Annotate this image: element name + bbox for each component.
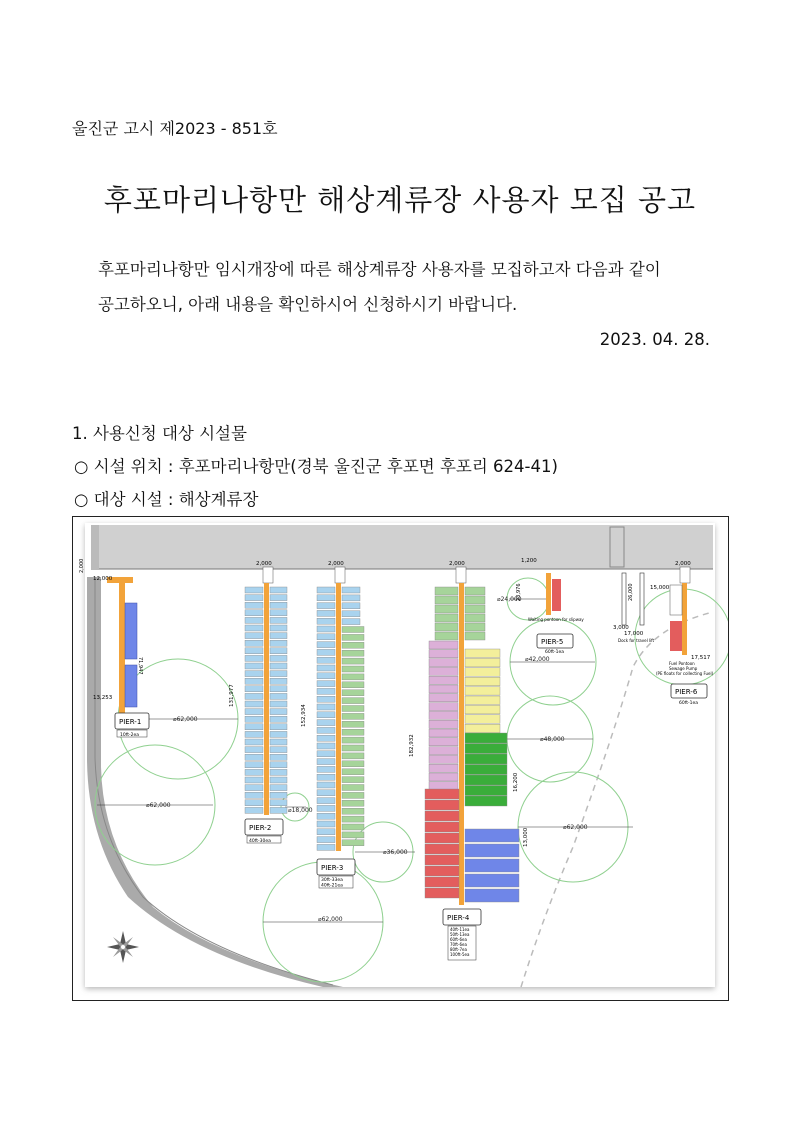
berth-slip [465, 649, 500, 658]
berth-slip [245, 731, 263, 737]
berth-slip [429, 729, 458, 737]
marina-layout-svg [73, 517, 728, 1000]
berth-slip [465, 786, 507, 796]
berth-slip [270, 655, 287, 661]
berth-slip [429, 641, 458, 649]
berth-slip [342, 713, 364, 719]
berth-slip [425, 789, 459, 799]
berth-slip [429, 667, 458, 675]
berth-slip [317, 595, 335, 601]
berth-slip [317, 821, 335, 827]
berth-slip [465, 596, 485, 604]
pier3-sub1: 30ft-33ea [321, 878, 343, 883]
berth-slip [342, 729, 364, 735]
intro-line-1: 후포마리나항만 임시개장에 따른 해상계류장 사용자를 모집하고자 다음과 같이 [98, 260, 661, 279]
dim-13000: 13,000 [523, 827, 529, 847]
pier1-sub: 10ft-2ea [120, 733, 140, 738]
berth-slip [270, 625, 287, 631]
berth-slip [465, 715, 500, 724]
berth-slip [317, 657, 335, 663]
berth-slip [245, 724, 263, 730]
berth-slip [317, 766, 335, 772]
berth-slip [342, 840, 364, 846]
berth-slip [465, 632, 485, 640]
dim-15000: 15,000 [650, 585, 670, 591]
intro-paragraph [98, 252, 758, 322]
berth-slip [270, 663, 287, 669]
berth-slip [465, 744, 507, 754]
berth-slip [429, 738, 458, 746]
berth-slip [429, 676, 458, 684]
berth-slip [270, 595, 287, 601]
dim-pier5-1200: 1,200 [521, 558, 537, 564]
dim-pier3-2000: 2,000 [328, 561, 344, 567]
dim-c62000-a: ⌀62,000 [173, 716, 198, 723]
berth-slip [429, 694, 458, 702]
berth-slip [270, 762, 287, 768]
berth-slip [317, 688, 335, 694]
berth-slip [245, 617, 263, 623]
berth-slip [465, 733, 507, 743]
berth-slip [429, 685, 458, 693]
berth-slip [342, 721, 364, 727]
berth-slip [465, 587, 485, 595]
berth-slip [425, 855, 459, 865]
dim-131977: 131,977 [229, 684, 235, 707]
berth-slip [270, 731, 287, 737]
berth-slip [317, 759, 335, 765]
berth-slip [317, 798, 335, 804]
berth-slip [270, 633, 287, 639]
berth-slip [270, 648, 287, 654]
berth-slip [317, 610, 335, 616]
berth-slip [465, 668, 500, 677]
berth-slip [465, 844, 519, 857]
berth-slip [435, 632, 458, 640]
dim-c62000-d: ⌀62,000 [563, 824, 588, 831]
berth-slip [342, 769, 364, 775]
berth-slip [465, 614, 485, 622]
breakwater-top [91, 525, 713, 569]
berth-slip [342, 816, 364, 822]
dim-13253: 13,253 [93, 695, 113, 701]
pier4-sub-5: 100ft-5ea [450, 952, 470, 957]
berth-slip [465, 796, 507, 806]
berth-slip [270, 754, 287, 760]
dim-pier4-2000: 2,000 [449, 561, 465, 567]
berth-slip [465, 705, 500, 714]
berth-slip [435, 623, 458, 631]
berth-slip [465, 696, 500, 705]
fuel-note-1: Fuel Pontoon [669, 661, 695, 666]
berth-slip [342, 634, 364, 640]
dim-c48000: ⌀48,000 [540, 736, 565, 743]
berth-slip [270, 693, 287, 699]
berth-slip [425, 822, 459, 832]
berth-slip [342, 603, 360, 609]
fuel-note-3: (PE floats for collecting Fuel) [656, 671, 714, 676]
pier6-sub: 60ft-1ea [679, 701, 699, 706]
berth-slip [317, 587, 335, 593]
berth-slip [270, 807, 287, 813]
berth-slip [465, 677, 500, 686]
berth-slip [342, 682, 364, 688]
berth-slip [245, 754, 263, 760]
berth-slip [425, 877, 459, 887]
berth-slip [429, 703, 458, 711]
dim-182932: 182,932 [409, 734, 415, 757]
dim-pier1-width: 12,000 [93, 576, 113, 582]
dim-c36000: ⌀36,000 [383, 849, 408, 856]
berth-slip [342, 706, 364, 712]
bullet-facility-location: ○ 시설 위치 : 후포마리나항만(경북 울진군 후포면 후포리 624-41) [74, 457, 558, 476]
berth-slip [425, 833, 459, 843]
berth-slip [245, 716, 263, 722]
berth-slip [342, 808, 364, 814]
berth-slip [342, 611, 360, 617]
berth-slip [465, 765, 507, 775]
berth-slip [429, 782, 458, 790]
waiting-note: Waiting pontoon for slipway [528, 617, 584, 622]
berth-slip [342, 595, 360, 601]
berth-slip [435, 596, 458, 604]
berth-slip [317, 829, 335, 835]
berth-slip [245, 640, 263, 646]
intro-line-2: 공고하오니, 아래 내용을 확인하시어 신청하시기 바랍니다. [98, 295, 518, 314]
berth-slip [270, 617, 287, 623]
berth-slip [245, 655, 263, 661]
berth-slip [342, 785, 364, 791]
dim-pier1-2000: 2,000 [79, 558, 85, 573]
berth-slip [465, 889, 519, 902]
berth-slip [317, 727, 335, 733]
berth-slip [342, 674, 364, 680]
dim-152934: 152,934 [301, 704, 307, 727]
berth-slip [425, 866, 459, 876]
berth-slip [245, 762, 263, 768]
berth-slip [245, 792, 263, 798]
berth-slip [317, 774, 335, 780]
berth-slip [435, 605, 458, 613]
berth-slip [317, 665, 335, 671]
notice-number: 울진군 고시 제2023 - 851호 [72, 119, 278, 138]
berth-slip [245, 595, 263, 601]
berth-slip [342, 666, 364, 672]
berth-slip [317, 805, 335, 811]
pier6-label: PIER-6 [675, 688, 698, 696]
berth-slip [245, 671, 263, 677]
berth-slip [317, 813, 335, 819]
dim-71947: 71,947 [137, 657, 143, 675]
berth-slip [317, 720, 335, 726]
berth-slip [342, 619, 360, 625]
berth-slip [435, 587, 458, 595]
berth-slip [270, 610, 287, 616]
berth-slip [342, 832, 364, 838]
dim-c42000: ⌀42,000 [525, 656, 550, 663]
berth-slip [270, 777, 287, 783]
berth-slip [317, 735, 335, 741]
berth-slip [317, 782, 335, 788]
berth-slip [465, 724, 500, 733]
berth-slip [342, 698, 364, 704]
berth-slip [245, 693, 263, 699]
drawing-sheet [85, 523, 715, 987]
dim-c62000-c: ⌀62,000 [318, 916, 343, 923]
berth-slip [245, 648, 263, 654]
berth-slip [342, 824, 364, 830]
berth-slip [465, 687, 500, 696]
dim-26000: 26,000 [628, 583, 634, 601]
dim-pier6-2000: 2,000 [675, 561, 691, 567]
berth-slip [425, 844, 459, 854]
berth-slip [317, 743, 335, 749]
berth-slip [317, 681, 335, 687]
berth-slip [429, 764, 458, 772]
berth-slip [270, 724, 287, 730]
berth-slip [429, 747, 458, 755]
berth-slip [317, 673, 335, 679]
berth-slip [465, 859, 519, 872]
pier5-sub: 60ft-1ea [545, 650, 565, 655]
berth-slip [270, 671, 287, 677]
pier4-sub-3: 70ft-6ea [450, 942, 467, 947]
berth-slip [342, 737, 364, 743]
berth-slip [245, 800, 263, 806]
berth-slip [245, 807, 263, 813]
dim-c62000-b: ⌀62,000 [146, 802, 171, 809]
berth-slip [245, 678, 263, 684]
berth-slip [245, 633, 263, 639]
berth-slip [317, 634, 335, 640]
fuel-note-2: Sewage Pump [669, 666, 698, 671]
berth-slip [245, 610, 263, 616]
pier4-sub-2: 60ft-6ea [450, 937, 467, 942]
berth-slip [429, 755, 458, 763]
pier4-sub-1: 50ft-13ea [450, 932, 470, 937]
berth-slip [425, 800, 459, 810]
berth-slip [317, 649, 335, 655]
berth-slip [245, 701, 263, 707]
berth-slip [425, 811, 459, 821]
berth-slip [245, 686, 263, 692]
dim-23976: 23,976 [516, 583, 522, 601]
berth-slip [245, 777, 263, 783]
marina-layout-drawing [72, 516, 729, 1001]
berth-slip [245, 663, 263, 669]
berth-slip [435, 614, 458, 622]
dim-c24000: ⌀24,000 [497, 596, 522, 603]
berth-slip [425, 888, 459, 898]
section-1-title: 1. 사용신청 대상 시설물 [72, 424, 247, 443]
berth-slip [429, 650, 458, 658]
pier2-sub: 40ft-30ea [249, 839, 271, 844]
pier4-sub-0: 40ft-11ea [450, 927, 470, 932]
dim-17000: 17,000 [624, 631, 644, 637]
berth-slip [270, 678, 287, 684]
berth-slip [465, 658, 500, 667]
berth-slip [342, 650, 364, 656]
berth-slip [270, 701, 287, 707]
berth-slip [317, 712, 335, 718]
berth-slip [245, 785, 263, 791]
berth-slip [465, 605, 485, 613]
berth-slip [317, 603, 335, 609]
berth-slip [270, 602, 287, 608]
berth-slip [342, 753, 364, 759]
berth-slip [342, 777, 364, 783]
berth-slip [245, 602, 263, 608]
berth-slip [270, 800, 287, 806]
berth-slip [342, 792, 364, 798]
berth-slip [465, 775, 507, 785]
berth-slip [317, 642, 335, 648]
pier3-sub2: 40ft-21ea [321, 883, 343, 889]
berth-slip [270, 709, 287, 715]
pier4-sub-4: 80ft-7ea [450, 947, 467, 952]
berth-slip [270, 739, 287, 745]
berth-slip [465, 623, 485, 631]
dim-pier2-2000: 2,000 [256, 561, 272, 567]
berth-slip [317, 790, 335, 796]
berth-slip [270, 640, 287, 646]
pier5-label: PIER-5 [541, 638, 564, 646]
berth-slip [245, 747, 263, 753]
dim-17517: 17,517 [691, 655, 711, 661]
berth-slip [270, 785, 287, 791]
pier3-label: PIER-3 [321, 864, 344, 872]
berth-slip [317, 751, 335, 757]
berth-slip [429, 773, 458, 781]
berth-slip [270, 747, 287, 753]
berth-slip [342, 627, 364, 633]
berth-slip [465, 829, 519, 842]
dim-16200: 16,200 [513, 772, 519, 792]
berth-slip [429, 659, 458, 667]
berth-slip [245, 709, 263, 715]
berth-slip [342, 800, 364, 806]
berth-slip [270, 769, 287, 775]
berth-slip [245, 769, 263, 775]
berth-slip [342, 761, 364, 767]
berth-slip [342, 745, 364, 751]
pier1-label: PIER-1 [119, 718, 142, 726]
berth-slip [342, 690, 364, 696]
berth-slip [317, 626, 335, 632]
page-title: 후포마리나항만 해상계류장 사용자 모집 공고 [103, 183, 697, 217]
berth-slip [270, 686, 287, 692]
berth-slip [317, 696, 335, 702]
berth-slip [245, 587, 263, 593]
dim-c18000: ⌀18,000 [288, 807, 313, 814]
berth-slip [317, 837, 335, 843]
berth-slip [270, 716, 287, 722]
berth-slip [342, 658, 364, 664]
berth-slip [317, 704, 335, 710]
notice-date: 2023. 04. 28. [599, 330, 710, 349]
dock-note: Dock for travel lift [618, 638, 655, 643]
berth-slip [317, 844, 335, 850]
berth-slip [317, 618, 335, 624]
bullet-target-facility: ○ 대상 시설 : 해상계류장 [74, 490, 259, 509]
berth-slip [270, 587, 287, 593]
berth-slip [270, 792, 287, 798]
berth-slip [342, 642, 364, 648]
berth-slip [245, 625, 263, 631]
berth-slip [342, 587, 360, 593]
berth-slip [465, 874, 519, 887]
pier2-label: PIER-2 [249, 824, 272, 832]
berth-slip [465, 754, 507, 764]
berth-slip [245, 739, 263, 745]
dim-3000: 3,000 [613, 625, 629, 631]
berth-slip [429, 720, 458, 728]
berth-slip [429, 711, 458, 719]
pier4-label: PIER-4 [447, 914, 470, 922]
